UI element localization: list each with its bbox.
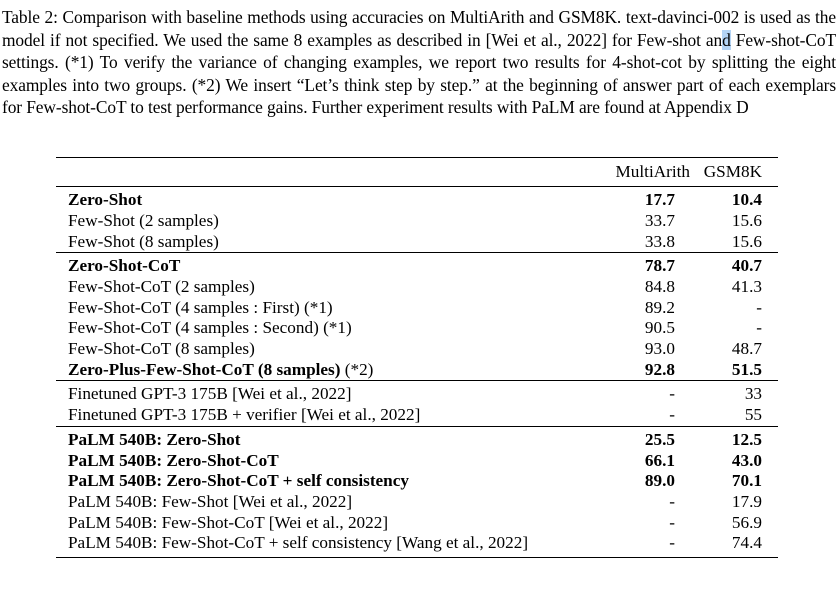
cell-method: [56, 426, 590, 451]
cell-gsm8k: 51.5: [731, 359, 762, 379]
method-label: PaLM 540B: Zero-Shot-CoT: [68, 450, 279, 470]
cell-gsm8k: 15.6: [731, 231, 762, 251]
cell-multiarith: 84.8: [644, 277, 675, 297]
cell-gsm8k: 12.5: [700, 426, 778, 451]
cell-multiarith: 78.7: [590, 253, 700, 278]
table-group-2: [56, 253, 778, 381]
method-label: Zero-Shot-CoT: [68, 256, 181, 276]
method-label: Few-Shot-CoT (4 samples : Second) (*1): [68, 318, 352, 338]
method-label: Few-Shot (8 samples): [68, 231, 219, 251]
table-row: [56, 533, 778, 557]
cell-multiarith: 66.1: [644, 450, 675, 470]
cell-gsm8k: 17.9: [731, 491, 762, 511]
table-row: [56, 471, 778, 492]
cell-gsm8k: 41.3: [731, 277, 762, 297]
cell-multiarith: 25.5: [590, 426, 700, 451]
cell-method: [56, 339, 590, 360]
table-row: [56, 211, 778, 232]
cell-multiarith: 93.0: [644, 338, 675, 358]
cell-method: [56, 533, 590, 557]
cell-method: [56, 298, 590, 319]
results-table: [56, 157, 778, 558]
method-label: Finetuned GPT-3 175B + verifier [Wei et al., 2022]: [68, 405, 421, 425]
cell-gsm8k: 33: [700, 381, 778, 406]
table-row: [56, 513, 778, 534]
cell-gsm8k: 48.7: [731, 338, 762, 358]
method-note: (*2): [340, 359, 374, 379]
cell-gsm8k: 74.4: [700, 533, 778, 557]
cell-method: [56, 513, 590, 534]
table-group-4: [56, 426, 778, 557]
cell-gsm8k: 70.1: [731, 471, 762, 491]
cell-method: [56, 232, 590, 253]
cell-gsm8k: 56.9: [731, 512, 762, 532]
table-row: [56, 232, 778, 253]
table-row: [56, 339, 778, 360]
method-label: Few-Shot (2 samples): [68, 211, 219, 230]
cell-gsm8k: -: [756, 297, 762, 317]
method-label: Few-Shot-CoT (4 samples : First) (*1): [68, 297, 333, 317]
header-gsm8k: GSM8K: [700, 158, 778, 187]
cell-gsm8k: 55: [744, 405, 762, 425]
cell-multiarith: -: [669, 512, 675, 532]
method-label: PaLM 540B: Few-Shot-CoT [Wei et al., 2022]: [68, 512, 389, 532]
method-label: Few-Shot-CoT (2 samples): [68, 277, 255, 297]
cell-multiarith: 90.5: [644, 318, 675, 338]
table-group-1: [56, 187, 778, 253]
cell-multiarith: 89.2: [644, 297, 675, 317]
table-row: [56, 318, 778, 339]
method-label: PaLM 540B: Few-Shot [Wei et al., 2022]: [68, 491, 353, 511]
cell-multiarith: -: [669, 491, 675, 511]
table-row: [56, 187, 778, 212]
cell-multiarith: -: [590, 381, 700, 406]
cell-method: [56, 187, 590, 212]
cell-multiarith: -: [590, 533, 700, 557]
cell-method: [56, 360, 590, 381]
table-header-row: [56, 158, 778, 187]
cell-method: [56, 451, 590, 472]
caption-text-part1: Table 2: Comparison with baseline methods using accuracies on MultiArith and GSM8K. text-davinci-002 is used as the model if not specified. We used the same 8 examples as described in [Wei et al., 2022] for Few-shot an: [2, 7, 836, 50]
cell-multiarith: 92.8: [644, 359, 675, 379]
method-label: Zero-Plus-Few-Shot-CoT (8 samples): [68, 359, 341, 379]
method-label: PaLM 540B: Zero-Shot-CoT + self consistency: [68, 471, 409, 491]
table-row: [56, 492, 778, 513]
header-method: [56, 158, 590, 187]
cell-method: [56, 211, 590, 232]
cell-multiarith: -: [669, 405, 675, 425]
table-group-3: [56, 381, 778, 427]
method-label: PaLM 540B: Few-Shot-CoT + self consistency [Wang et al., 2022]: [68, 533, 529, 553]
cell-gsm8k: 10.4: [700, 187, 778, 212]
cell-method: [56, 318, 590, 339]
table-caption: [2, 6, 836, 119]
cell-gsm8k: -: [756, 318, 762, 338]
cell-method: [56, 492, 590, 513]
cell-method: [56, 277, 590, 298]
results-table-container: [56, 157, 778, 558]
table-row: [56, 298, 778, 319]
table-row: [56, 277, 778, 298]
cell-gsm8k: 15.6: [731, 211, 762, 230]
method-label: Few-Shot-CoT (8 samples): [68, 338, 255, 358]
cell-multiarith: 89.0: [644, 471, 675, 491]
method-label: PaLM 540B: Zero-Shot: [68, 429, 241, 449]
cell-method: [56, 405, 590, 426]
caption-text-selection-highlight[interactable]: d: [722, 29, 731, 50]
cell-method: [56, 381, 590, 406]
table-row: [56, 405, 778, 426]
cell-multiarith: 33.7: [644, 211, 675, 230]
cell-gsm8k: 43.0: [731, 450, 762, 470]
table-row: [56, 253, 778, 278]
header-multiarith: MultiArith: [590, 158, 700, 187]
method-label: Zero-Shot: [68, 190, 143, 210]
cell-method: [56, 253, 590, 278]
cell-multiarith: 17.7: [590, 187, 700, 212]
caption-text-part2: Few-shot-CoT settings. (*1) To verify the variance of changing examples, we report two results for 4-shot-cot by splitting the eight examples into two groups. (*2) We insert “Let’s think step by step.” at the beginning of answer part of each exemplars for Few-shot-CoT to test performance gains. Further experiment results with PaLM are found at Appendix D: [2, 29, 836, 118]
cell-multiarith: 33.8: [644, 231, 675, 251]
cell-method: [56, 471, 590, 492]
table-row: [56, 451, 778, 472]
table-row: [56, 426, 778, 451]
table-row: [56, 381, 778, 406]
cell-gsm8k: 40.7: [700, 253, 778, 278]
method-label: Finetuned GPT-3 175B [Wei et al., 2022]: [68, 384, 352, 404]
table-row: [56, 360, 778, 381]
